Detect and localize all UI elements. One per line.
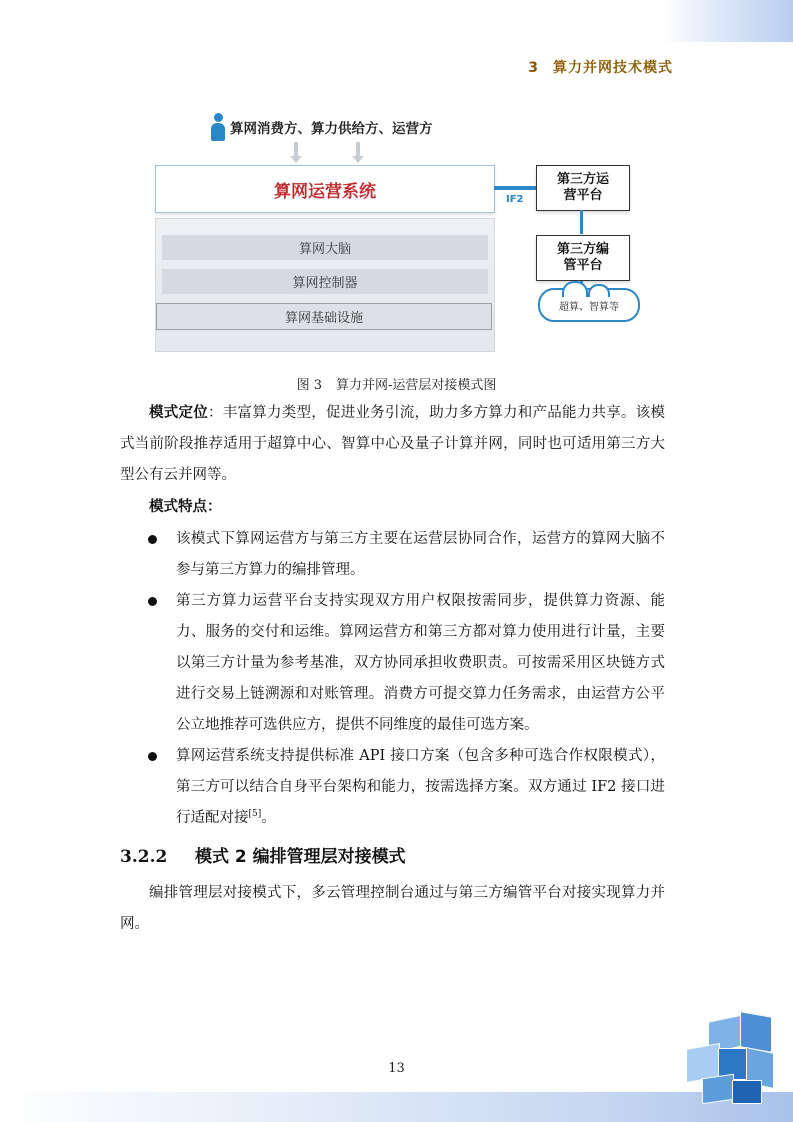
section-heading [120, 842, 406, 867]
arrow-down-icon [292, 142, 300, 163]
infrastructure-panel [155, 218, 495, 352]
cloud-icon [538, 288, 640, 322]
consumers-label: 算网消费方、算力供给方、运营方 [230, 121, 433, 137]
layer-controller: 算网控制器 [162, 269, 488, 294]
section-number: 3.2.2 [120, 847, 168, 867]
features-heading [120, 492, 665, 523]
chapter-title: 算力并网技术模式 [553, 60, 673, 76]
list-item [146, 586, 665, 741]
bullet-text: 算网运营系统支持提供标准 API 接口方案（包含多种可选合作权限模式），第三方可以结合自身平台架构和能力，按需选择方案。双方通过 IF2 接口进行适配对接 [176, 748, 665, 826]
person-icon [210, 113, 226, 141]
bullet-icon [148, 597, 157, 606]
if2-connector [494, 186, 536, 190]
bullet-icon [148, 752, 157, 761]
bullet-tail: 。 [261, 810, 276, 826]
positioning-label: 模式定位 [149, 405, 208, 421]
operations-system-box: 算网运营系统 [155, 165, 495, 213]
figure-operations-layer [150, 108, 650, 358]
section-title: 模式 2 编排管理层对接模式 [195, 847, 406, 867]
third-party-orch-label: 第三方编管平台 [556, 242, 609, 273]
bullet-icon [148, 535, 157, 544]
layer-infrastructure: 算网基础设施 [156, 303, 492, 330]
third-party-ops-label: 第三方运营平台 [556, 172, 609, 203]
arrow-down-icon [354, 142, 362, 163]
layer-brain: 算网大脑 [162, 235, 488, 260]
page-number: 13 [388, 1061, 405, 1076]
header-decoration [663, 0, 793, 42]
consumers-row [210, 113, 433, 141]
positioning-text: ：丰富算力类型，促进业务引流，助力多方算力和产品能力共享。该模式当前阶段推荐适用于超算中心、智算中心及量子计算并网，同时也可适用第三方大型公有云并网等。 [120, 405, 665, 483]
section-paragraph [120, 878, 665, 940]
third-party-orch-box [536, 235, 630, 281]
if2-label: IF2 [506, 194, 524, 205]
bullet-text: 第三方算力运营平台支持实现双方用户权限按需同步，提供算力资源、能力、服务的交付和运维。算网运营方和第三方都对算力使用进行计量，主要以第三方计量为参考基准，双方协同承担收费职责。可按需采用区块链方式进行交易上链溯源和对账管理。消费方可提交算力任务需求，由运营方公平公立地推荐可选供应方，提供不同维度的最佳可选方案。 [176, 593, 665, 733]
footer-decoration [0, 1092, 793, 1122]
third-party-ops-box [536, 165, 630, 211]
features-label: 模式特点： [149, 499, 222, 515]
bullet-text: 该模式下算网运营方与第三方主要在运营层协同合作，运营方的算网大脑不参与第三方算力的编排管理。 [176, 531, 665, 578]
list-item [146, 741, 665, 834]
cube-logo-icon [680, 1010, 780, 1110]
cloud-label: 超算、智算等 [559, 301, 619, 313]
feature-list [146, 524, 665, 834]
caption-text: 算力并网-运营层对接模式图 [336, 378, 497, 393]
vertical-connector [580, 210, 583, 234]
list-item [146, 524, 665, 586]
positioning-paragraph [120, 398, 665, 491]
running-header [528, 57, 673, 77]
reference-marker: [5] [248, 809, 262, 820]
chapter-number: 3 [528, 60, 539, 76]
caption-number: 图 3 [296, 378, 322, 393]
figure-caption [0, 374, 793, 393]
section-text: 编排管理层对接模式下，多云管理控制台通过与第三方编管平台对接实现算力并网。 [120, 885, 665, 932]
